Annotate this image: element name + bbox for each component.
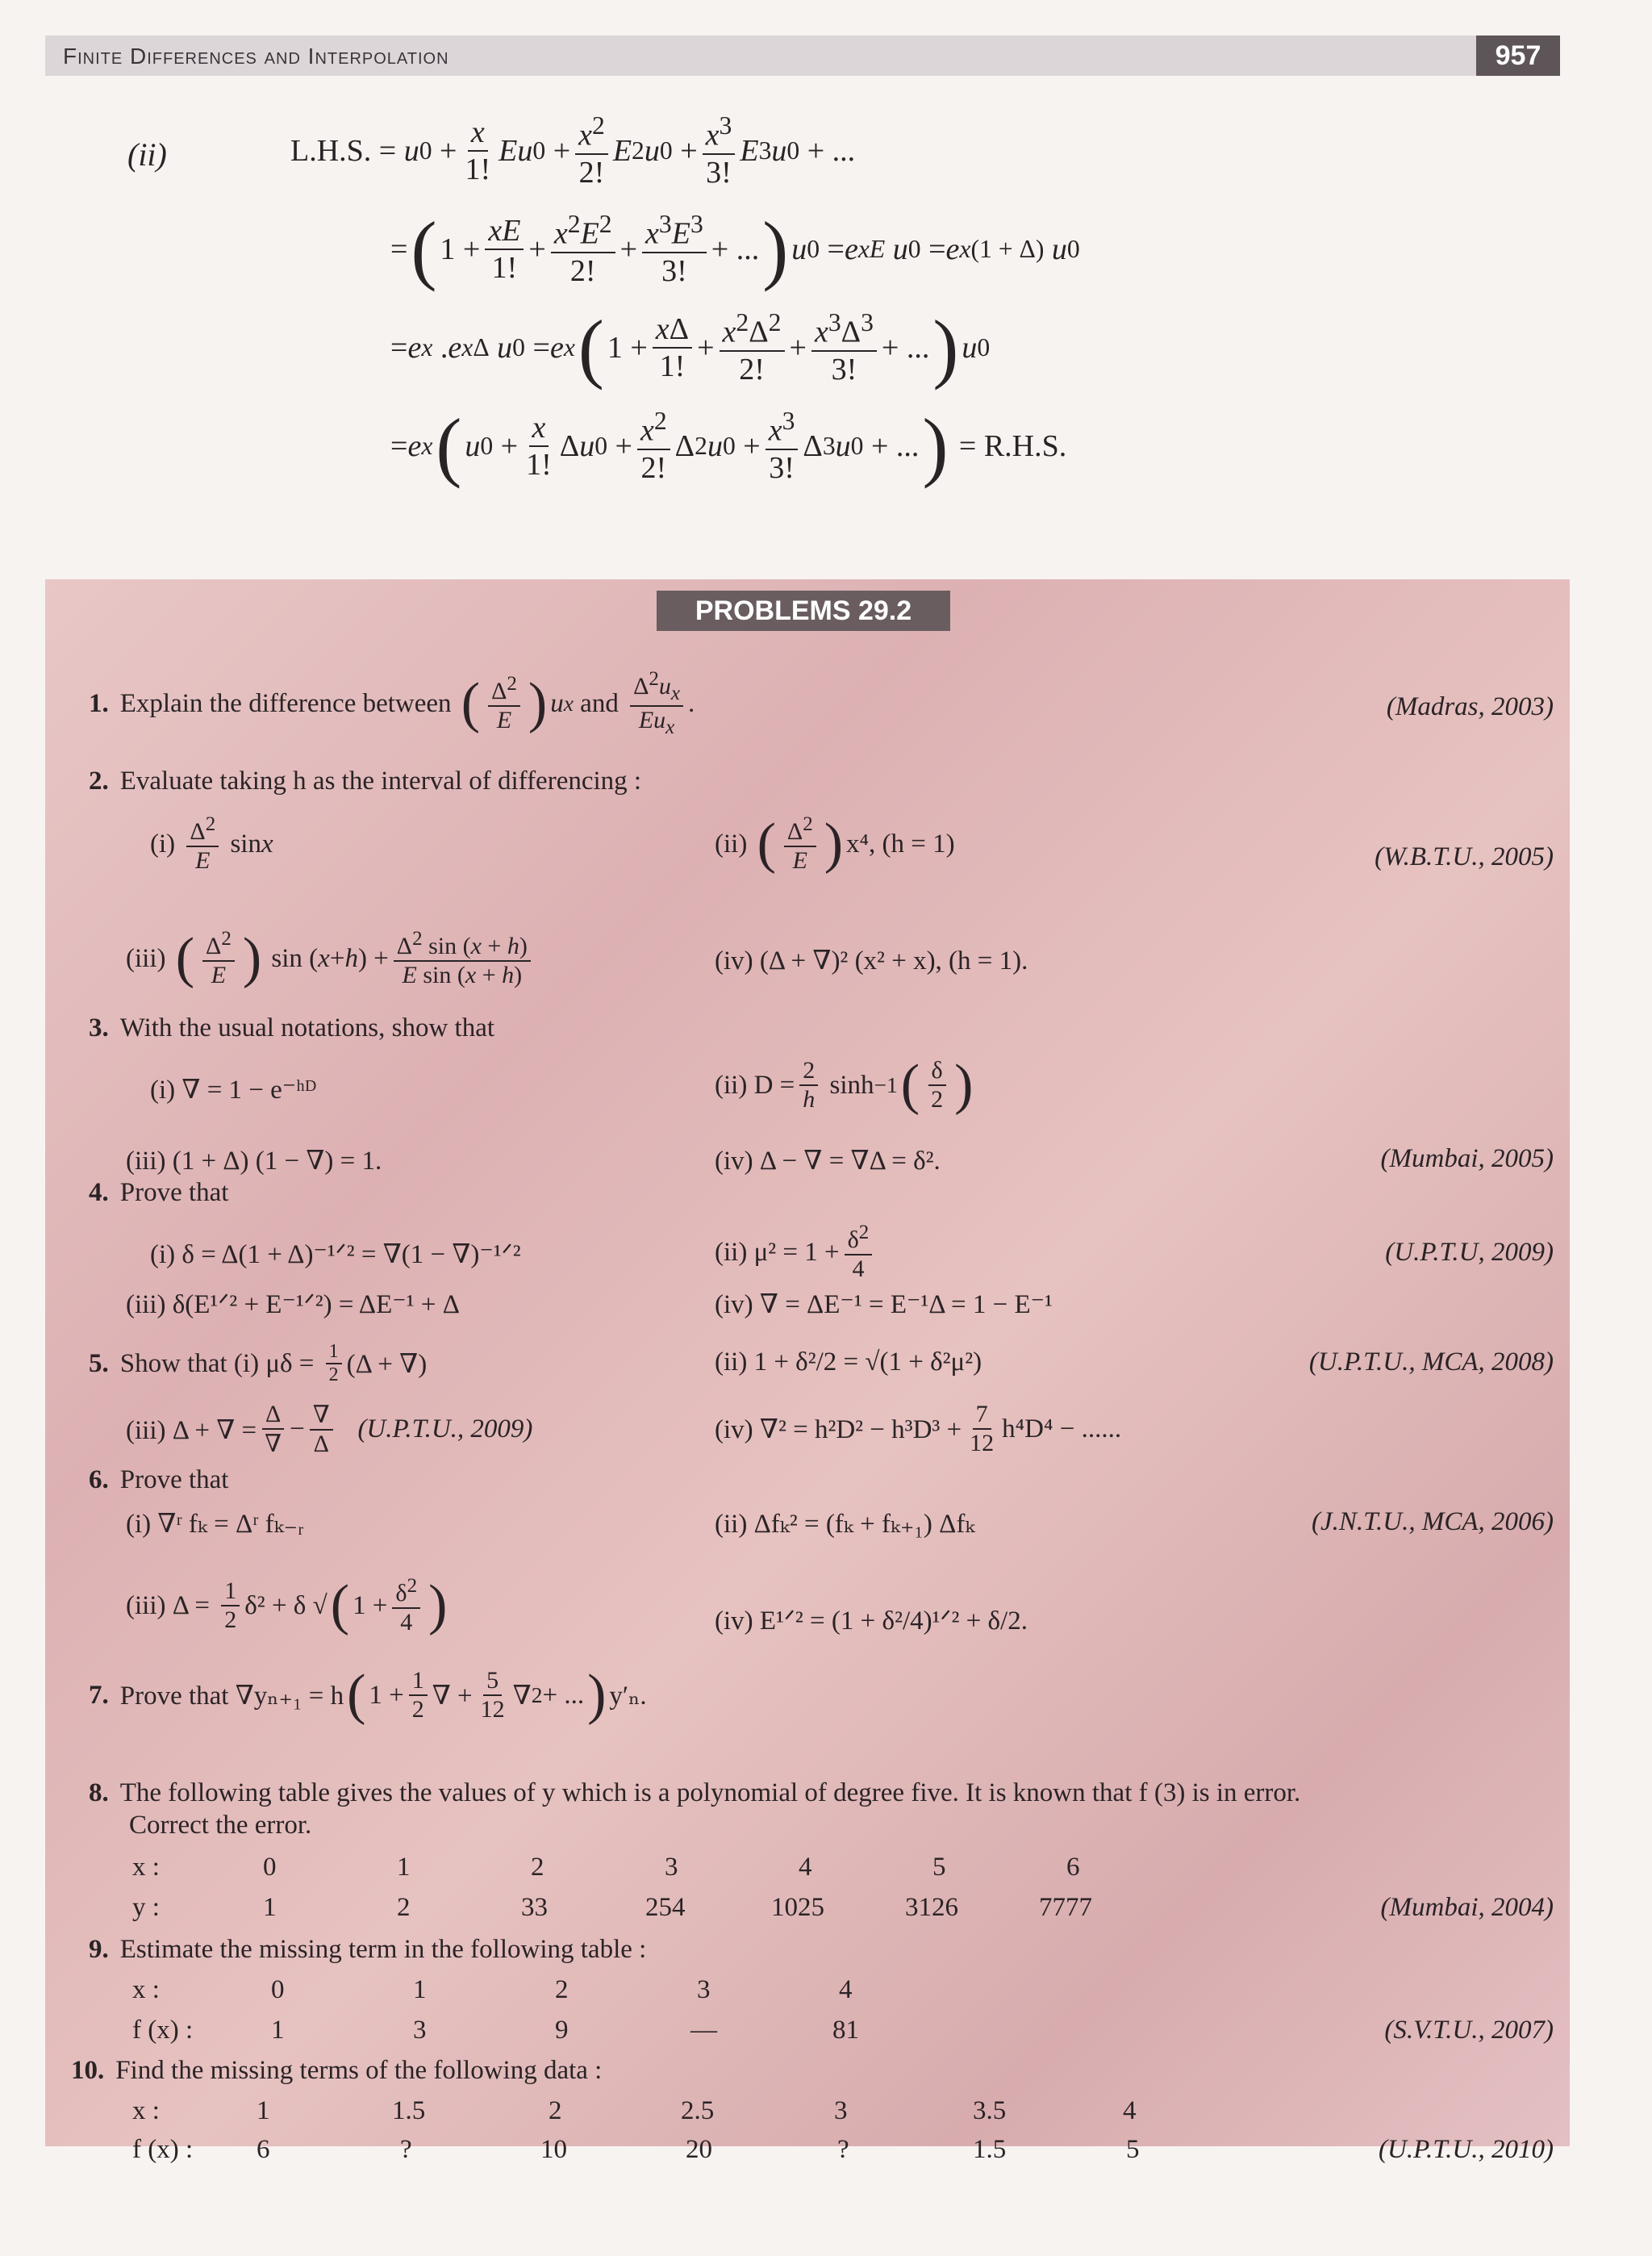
table-row-label: f (x) : — [132, 2016, 194, 2045]
citation: (U.P.T.U, 2009) — [1385, 1238, 1554, 1267]
problem-4: 4. Prove that — [89, 1178, 229, 1207]
page-number: 957 — [1476, 36, 1560, 76]
problem-6-iv: (iv) E¹ᐟ² = (1 + δ²/4)¹ᐟ² + δ/2. — [715, 1606, 1028, 1636]
problem-7: 7. Prove that ∇yₙ₊₁ = h ( 1 + $\frac{1}{2}$ ∇ + $\frac{5}{12}$ ∇ 2 + ... ) y′ₙ. — [89, 1664, 647, 1726]
citation: (U.P.T.U., 2010) — [1379, 2135, 1554, 2164]
table-row-label: f (x) : — [132, 2135, 194, 2164]
problems-title: PROBLEMS 29.2 — [657, 591, 950, 631]
part-label: (ii) — [127, 136, 167, 173]
problem-2-ii: (ii) ( $\frac{\Delta^2}{E}$ ) x⁴, (h = 1) — [715, 813, 955, 875]
problem-2-iv: (iv) (Δ + ∇)² (x² + x), (h = 1). — [715, 946, 1028, 976]
problem-2-iii: (iii) ( $\frac{\Delta^2}{E}$ ) sin ( x + h ) + $\frac{\Delta^2 \sin (x + h)}{\text{E sin (x + h)}}$ — [126, 928, 536, 989]
citation: (U.P.T.U., MCA, 2008) — [1308, 1347, 1554, 1377]
problem-5-iv: (iv) ∇² = h²D² − h³D³ + $\frac{7}{12}$ h⁴D⁴ − ...... — [715, 1401, 1122, 1456]
problem-6: 6. Prove that — [89, 1465, 229, 1494]
equation-line-1: L.H.S. = u 0 + $\frac{x}{1!}$ Eu 0 + $\frac{x^2}{2!}$ E 2 u 0 + $\frac{x^3}{3!}$ E 3 u 0 + ... — [290, 111, 856, 190]
problem-6-iii: (iii) Δ = $\frac{1}{2}$ δ² + δ √ ( 1 + $\frac{\delta^2}{4}$ ) — [126, 1574, 448, 1636]
problem-4-ii: (ii) μ² = 1 + $\frac{\delta^2}{4}$ — [715, 1222, 877, 1283]
citation: (J.N.T.U., MCA, 2006) — [1311, 1507, 1554, 1536]
problem-6-ii: (ii) Δfₖ² = (fₖ + fₖ₊₁) Δfₖ — [715, 1510, 975, 1539]
problem-5: 5. Show that (i) μδ = $\frac{1}{2}$ (Δ + ∇) — [89, 1341, 428, 1385]
problem-6-i: (i) ∇ʳ fₖ = Δʳ fₖ₋ᵣ — [126, 1510, 304, 1539]
table-row-label: x : — [132, 1853, 160, 1882]
proof-block — [0, 97, 1652, 549]
problem-3-i: (i) ∇ = 1 − e⁻ʰᴰ — [150, 1076, 317, 1105]
problem-3-iv: (iv) Δ − ∇ = ∇Δ = δ². — [715, 1147, 941, 1176]
equation-line-3: = e x . e xΔ u 0 = e x ( 1 + $\frac{x\Delta}{1!}$ + $\frac{x^2\Delta^2}{2!}$ + $\frac{x^3\Delta^3}{3!}$ + ... ) u 0 — [390, 303, 991, 391]
problem-8: 8. The following table gives the values of y which is a polynomial of degree five. It is known that f (3) is in error. — [89, 1778, 1301, 1807]
problem-10: 10. Find the missing terms of the following data : — [71, 2056, 603, 2085]
problems-section: PROBLEMS 29.2 1. Explain the difference between ( $\frac{\Delta^2}{E}$ ) u x and $\frac{\Delta^2u_x}{Eu_x}$ . (Madras, 2003) 2. Evaluate taking h as the interval of differencing : (i) $\frac{\Delta^2}{E}$ sin x (ii) ( $\frac{\Delta^2}{E}$ ) x⁴, (h = 1) (W.B.T.U., 2005) (iii) ( $\frac{\Delta^2}{E}$ ) sin ( x + h ) + $\frac{\Delta^2 \sin (x + h)}{\text{E sin (x + h)}}$ (iv) (Δ + ∇)² (x² + x), (h = 1). 3. With the usual notations, show that (i) ∇ = 1 − e⁻ʰᴰ (ii) D = $\frac{2}{h}$ sinh −1 ( $\frac{\delta}{2}$ ) (iii) (1 + Δ) (1 − ∇) = 1. (iv) Δ − ∇ = ∇Δ = δ². (Mumbai, 2005) 4. Prove that (i) δ = Δ(1 + Δ)⁻¹ᐟ² = ∇(1 − ∇)⁻¹ᐟ² (ii) μ² = 1 + $\frac{\delta^2}{4}$ (U.P.T.U, 2009) (iii) δ(E¹ᐟ² + E⁻¹ᐟ²) = ΔE⁻¹ + Δ (iv) ∇ = ΔE⁻¹ = E⁻¹Δ = 1 − E⁻¹ 5. Show that (i) μδ = $\frac{1}{2}$ (Δ + ∇) (ii) 1 + δ²/2 = √(1 + δ²μ²) (U.P.T.U., MCA, 2008) (iii) Δ + ∇ = $\frac{\Delta}{\nabla}$ − $\frac{\nabla}{\Delta}$ (U.P.T.U., 2009) (iv) ∇² = h²D² − h³D³ + $\frac{7}{12}$ h⁴D⁴ − ...... 6. Prove that (i) ∇ʳ fₖ = Δʳ fₖ₋ᵣ (ii) Δfₖ² = (fₖ + fₖ₊₁) Δfₖ (J.N.T.U., MCA, 2006) (iii) Δ = $\frac{1}{2}$ δ² + δ √ ( 1 + $\frac{\delta^2}{4}$ ) (iv) E¹ᐟ² = (1 + δ²/4)¹ᐟ² + δ/2. 7. Prove that ∇yₙ₊₁ = h ( 1 + $\frac{1}{2}$ ∇ + $\frac{5}{12}$ ∇ 2 + ... ) y′ₙ. 8. The following table gives the values of y which is a polynomial of degree five. It is known that f (3) is in error. Correct the error. x : y : 0 1 2 3 4 5 6 1 2 33 254 1025 3126 7777 (Mumbai, 2004) 9. Estimate the missing term in the following table : x : f (x) : 0 1 2 3 4 1 3 9 — 81 (S.V.T.U., 2007) 10. Find the missing terms of the following data : x : f (x) : 1 1.5 2 2.5 3 3.5 4 6 ? 10 20 ? 1.5 5 (U.P.T.U., 2010) — [45, 579, 1570, 2146]
problem-2: 2. Evaluate taking h as the interval of differencing : — [89, 767, 642, 796]
problem-3-iii: (iii) (1 + Δ) (1 − ∇) = 1. — [126, 1147, 382, 1176]
table-row-label: x : — [132, 1975, 160, 2004]
problem-4-iii: (iii) δ(E¹ᐟ² + E⁻¹ᐟ²) = ΔE⁻¹ + Δ — [126, 1290, 460, 1319]
citation: (Madras, 2003) — [1386, 692, 1554, 721]
running-header — [45, 36, 1560, 76]
problem-3-ii: (ii) D = $\frac{2}{h}$ sinh −1 ( $\frac{\delta}{2}$ ) — [715, 1054, 974, 1116]
equation-line-4: = e x ( u 0 + $\frac{x}{1!}$ Δ u 0 + $\frac{x^2}{2!}$ Δ 2 u 0 + $\frac{x^3}{3!}$ Δ 3 u 0 + ... ) = R.H.S. — [390, 402, 1067, 489]
problem-1: 1. Explain the difference between ( $\frac{\Delta^2}{E}$ ) u x and $\frac{\Delta^2u_x}{Eu_x}$ . — [89, 668, 695, 738]
problem-9: 9. Estimate the missing term in the following table : — [89, 1935, 647, 1964]
table-row-label: y : — [132, 1893, 160, 1922]
problem-4-iv: (iv) ∇ = ΔE⁻¹ = E⁻¹Δ = 1 − E⁻¹ — [715, 1290, 1053, 1319]
problem-2-i: (i) $\frac{\Delta^2}{E}$ sin x — [150, 813, 273, 874]
problem-5-ii: (ii) 1 + δ²/2 = √(1 + δ²μ²) — [715, 1347, 982, 1377]
equation-line-2: = ( 1 + $\frac{xE}{1!}$ + $\frac{x^2E^2}{2!}$ + $\frac{x^3E^3}{3!}$ + ... ) u 0 = e xE u 0 = e x(1 + Δ) u 0 — [390, 205, 1080, 292]
table-row-label: x : — [132, 2096, 160, 2125]
problem-5-iii: (iii) Δ + ∇ = $\frac{\Delta}{\nabla}$ − $\frac{\nabla}{\Delta}$ (U.P.T.U., 2009) — [126, 1401, 533, 1457]
problem-4-i: (i) δ = Δ(1 + Δ)⁻¹ᐟ² = ∇(1 − ∇)⁻¹ᐟ² — [150, 1240, 521, 1269]
problem-3: 3. With the usual notations, show that — [89, 1013, 495, 1042]
citation: (S.V.T.U., 2007) — [1384, 2016, 1554, 2045]
citation: (W.B.T.U., 2005) — [1375, 842, 1554, 871]
citation: (Mumbai, 2004) — [1380, 1893, 1554, 1922]
chapter-title: Finite Differences and Interpolation — [63, 44, 449, 69]
problem-8-text-2: Correct the error. — [129, 1811, 312, 1840]
citation: (Mumbai, 2005) — [1380, 1144, 1554, 1173]
